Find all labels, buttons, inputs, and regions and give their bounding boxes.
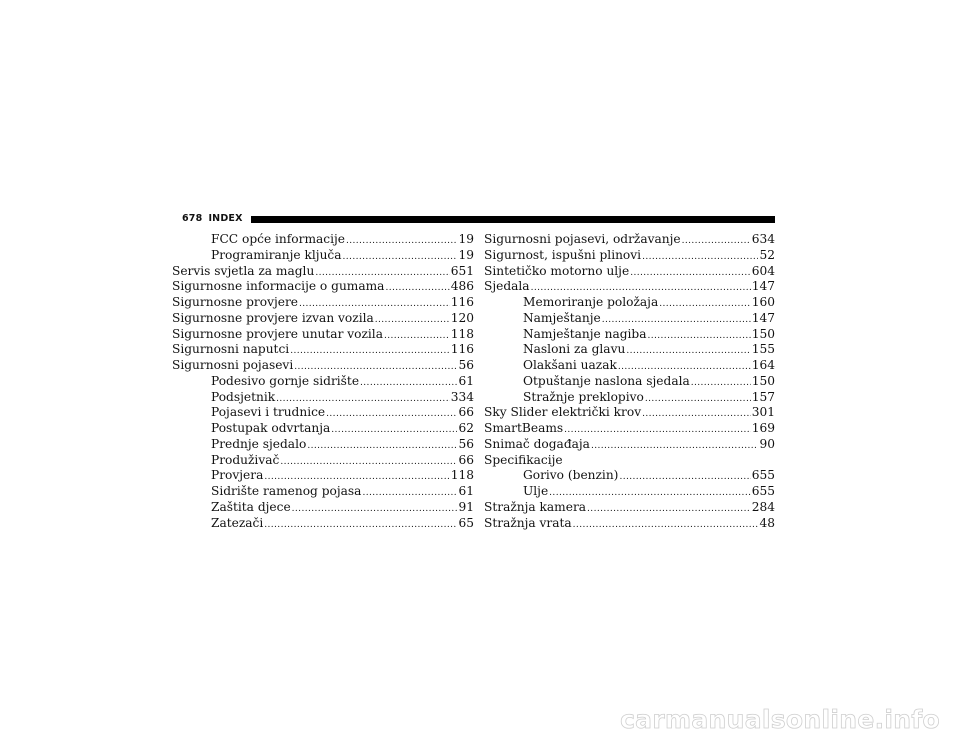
index-subentry (172, 516, 474, 532)
entry-label: Sigurnosni naputci (172, 342, 290, 357)
entry-page-number: 56 (458, 436, 474, 451)
dot-leader (360, 376, 457, 392)
entry-label: Sigurnosni pojasevi, održavanje (484, 232, 681, 246)
index-subentry (484, 311, 775, 327)
index-entry (484, 437, 775, 453)
entry-page-number: 169 (751, 421, 775, 435)
entry-page-number: 164 (751, 358, 775, 372)
entry-page-number: 301 (751, 405, 775, 420)
header-rule (251, 216, 775, 223)
index-entry (484, 232, 775, 248)
entry-page-number: 116 (450, 295, 474, 309)
entry-page-number: 116 (450, 342, 474, 357)
entry-page-number: 118 (450, 326, 474, 341)
entry-label: Namještanje nagiba (523, 326, 647, 341)
dot-leader (626, 344, 750, 360)
index-entry (172, 358, 474, 374)
entry-page-number: 91 (458, 499, 474, 514)
entry-label: SmartBeams (484, 421, 564, 435)
entry-page-number: 157 (751, 389, 775, 404)
entry-label: Postupak odvrtanja (211, 421, 331, 435)
entry-page-number: 65 (458, 515, 474, 530)
index-entry (484, 279, 775, 295)
entry-page-number: 52 (759, 247, 775, 262)
entry-label: Produživač (211, 452, 280, 467)
entry-label: Zaštita djece (211, 499, 291, 514)
dot-leader (264, 518, 457, 534)
entry-label: Sigurnosni pojasevi (172, 358, 294, 372)
entry-label: Sidrište ramenog pojasa (211, 484, 362, 498)
dot-leader (691, 376, 751, 392)
entry-page-number: 61 (458, 484, 474, 498)
dot-leader (682, 234, 751, 250)
entry-page-number: 284 (751, 499, 775, 514)
dot-leader (346, 234, 457, 250)
entry-label: Sigurnosne provjere (172, 295, 298, 309)
entry-label: Olakšani uazak (523, 358, 617, 372)
index-subentry (172, 468, 474, 484)
entry-label: FCC opće informacije (211, 232, 345, 246)
entry-page-number: 118 (450, 468, 474, 483)
entry-label: Zatezači (211, 515, 264, 530)
index-subentry (484, 484, 775, 500)
entry-page-number: 19 (458, 232, 474, 246)
entry-label: Stražnja vrata (484, 515, 572, 530)
entry-label: Podsjetnik (211, 389, 276, 404)
dot-leader (375, 313, 450, 329)
index-entry (172, 342, 474, 358)
dot-leader (587, 502, 751, 518)
entry-label: Specifikacije (484, 452, 563, 467)
dot-leader (648, 329, 751, 345)
dot-leader (591, 439, 759, 455)
dot-leader (573, 518, 759, 534)
entry-page-number: 147 (751, 279, 775, 294)
dot-leader (619, 470, 750, 486)
dot-leader (292, 502, 458, 518)
entry-label: Nasloni za glavu (523, 342, 626, 357)
dot-leader (307, 439, 457, 455)
entry-label: Stražnje preklopivo (523, 389, 644, 404)
entry-page-number: 334 (450, 389, 474, 404)
watermark: carmanualsonline.info (620, 705, 940, 734)
entry-label: Memoriranje položaja (523, 295, 659, 309)
entry-page-number: 62 (458, 421, 474, 435)
index-entry (484, 421, 775, 437)
dot-leader (290, 344, 450, 360)
index-subentry (172, 500, 474, 516)
dot-leader (564, 423, 751, 439)
index-entry (172, 327, 474, 343)
index-entry (172, 295, 474, 311)
entry-page-number: 155 (751, 342, 775, 357)
dot-leader (343, 250, 458, 266)
index-entry (484, 500, 775, 516)
entry-page-number: 66 (458, 452, 474, 467)
entry-page-number: 61 (458, 373, 474, 388)
entry-page-number: 56 (458, 358, 474, 372)
index-subentry (172, 390, 474, 406)
entry-label: Podesivo gornje sidrište (211, 373, 360, 388)
index-subentry (484, 342, 775, 358)
index-subentry (172, 248, 474, 264)
entry-page-number: 19 (458, 247, 474, 262)
entry-label: Programiranje ključa (211, 247, 342, 262)
index-subentry (484, 374, 775, 390)
dot-leader (645, 392, 751, 408)
index-subentry (484, 468, 775, 484)
entry-label: Sigurnosne provjere unutar vozila (172, 326, 383, 341)
index-entry (172, 264, 474, 280)
entry-page-number: 120 (450, 310, 474, 325)
entry-label: Sigurnosne informacije o gumama (172, 279, 385, 294)
page-number: 678 (182, 213, 203, 224)
entry-page-number: 150 (751, 373, 775, 388)
entry-page-number: 90 (759, 436, 775, 451)
dot-leader (280, 455, 457, 471)
index-subentry (484, 358, 775, 374)
dot-leader (331, 423, 457, 439)
index-subentry (172, 453, 474, 469)
entry-page-number: 655 (751, 484, 775, 498)
index-entry (484, 453, 775, 469)
entry-label: Sky Slider električki krov (484, 405, 642, 420)
entry-page-number: 147 (751, 310, 775, 325)
entry-page-number: 604 (751, 263, 775, 278)
index-subentry (484, 390, 775, 406)
dot-leader (384, 329, 450, 345)
entry-page-number: 486 (450, 279, 474, 294)
entry-label: Sigurnost, ispušni plinovi (484, 247, 642, 262)
index-subentry (172, 484, 474, 500)
entry-label: Provjera (211, 468, 264, 483)
page-header (182, 213, 775, 225)
entry-label: Sjedala (484, 279, 530, 294)
entry-label: Servis svjetla za maglu (172, 263, 315, 278)
index-subentry (172, 421, 474, 437)
index-subentry (172, 374, 474, 390)
entry-page-number: 66 (458, 405, 474, 420)
entry-page-number: 150 (751, 326, 775, 341)
entry-label: Sigurnosne provjere izvan vozila (172, 310, 374, 325)
entry-label: Ulje (523, 484, 549, 498)
entry-page-number: 48 (759, 515, 775, 530)
entry-page-number: 634 (751, 232, 775, 246)
index-column-right (484, 232, 775, 531)
index-subentry (172, 405, 474, 421)
dot-leader (642, 250, 758, 266)
dot-leader (385, 281, 449, 297)
dot-leader (326, 407, 457, 423)
index-entry (172, 279, 474, 295)
entry-label: Namještanje (523, 310, 601, 325)
entry-label: Stražnja kamera (484, 499, 587, 514)
index-subentry (484, 295, 775, 311)
dot-leader (659, 297, 751, 313)
index-subentry (484, 327, 775, 343)
entry-page-number: 160 (751, 295, 775, 309)
entry-label: Sintetičko motorno ulje (484, 263, 630, 278)
index-entry (484, 405, 775, 421)
entry-label: Otpuštanje naslona sjedala (523, 373, 690, 388)
dot-leader (642, 407, 751, 423)
entry-label: Prednje sjedalo (211, 436, 307, 451)
dot-leader (630, 266, 751, 282)
index-subentry (172, 437, 474, 453)
section-title: INDEX (208, 213, 243, 224)
entry-page-number: 655 (751, 468, 775, 483)
index-entry (484, 248, 775, 264)
entry-label: Gorivo (benzin) (523, 468, 619, 483)
entry-label: Snimač događaja (484, 436, 590, 451)
index-entry (484, 264, 775, 280)
dot-leader (362, 486, 457, 502)
entry-label: Pojasevi i trudnice (211, 405, 326, 420)
index-subentry (172, 232, 474, 248)
entry-page-number: 651 (450, 263, 474, 278)
index-column-left (172, 232, 474, 531)
index-entry (172, 311, 474, 327)
index-entry (484, 516, 775, 532)
